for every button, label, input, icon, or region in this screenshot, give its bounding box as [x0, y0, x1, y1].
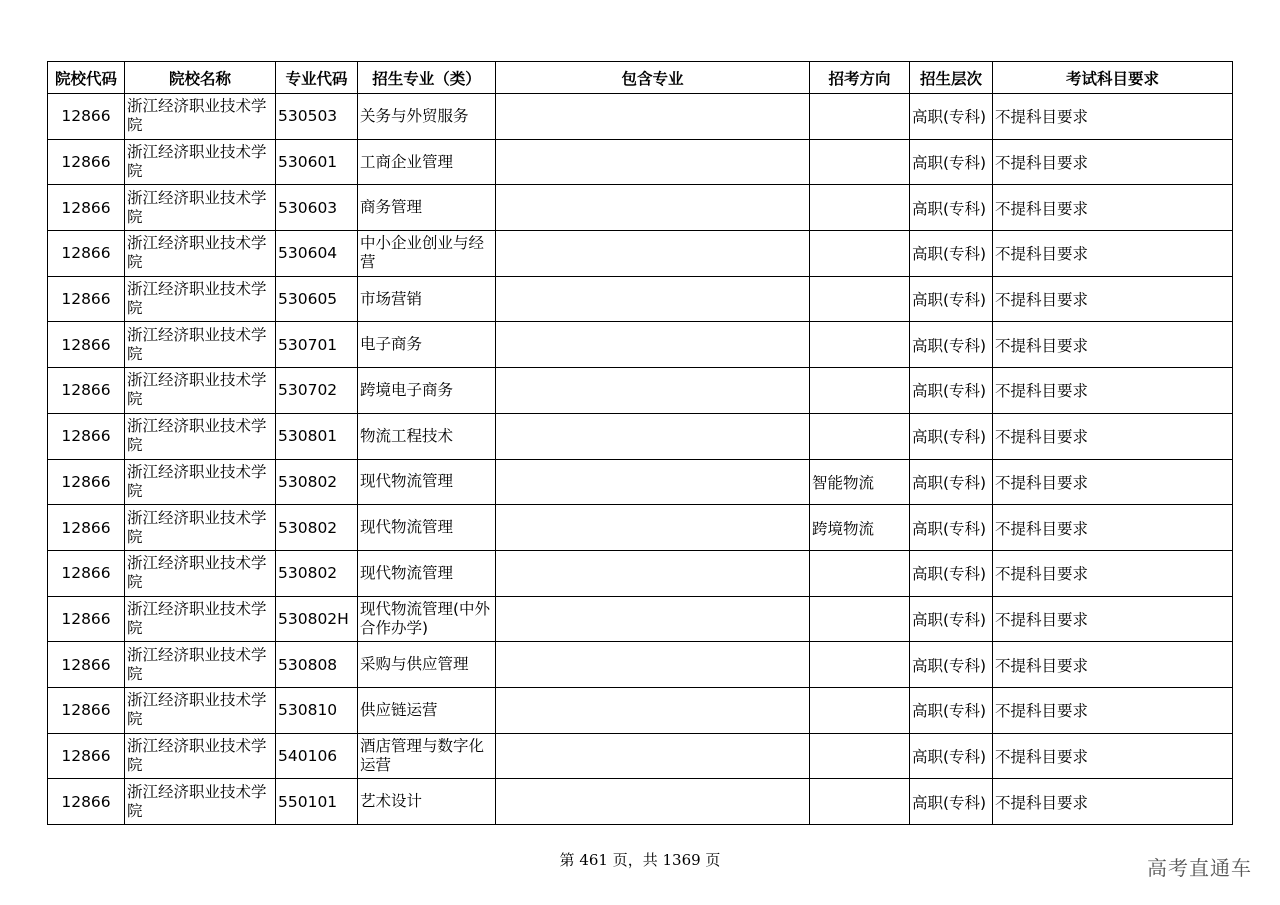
table-row: [48, 368, 1233, 414]
cell-direction: [810, 413, 910, 459]
cell-level: 高职(专科): [910, 596, 993, 642]
cell-level: 高职(专科): [910, 687, 993, 733]
header-requirement: 考试科目要求: [993, 62, 1233, 94]
cell-school-code: 12866: [48, 642, 125, 688]
cell-school-name: 浙江经济职业技术学院: [125, 185, 276, 231]
cell-direction: [810, 276, 910, 322]
cell-level: 高职(专科): [910, 413, 993, 459]
cell-included-majors: [496, 779, 810, 825]
cell-school-name: 浙江经济职业技术学院: [125, 276, 276, 322]
cell-included-majors: [496, 733, 810, 779]
cell-level: 高职(专科): [910, 505, 993, 551]
cell-school-name: 浙江经济职业技术学院: [125, 413, 276, 459]
cell-direction: [810, 687, 910, 733]
cell-direction: [810, 94, 910, 140]
cell-major-code: 550101: [276, 779, 358, 825]
cell-requirement: 不提科目要求: [993, 505, 1233, 551]
cell-requirement: 不提科目要求: [993, 139, 1233, 185]
cell-major-code: 530603: [276, 185, 358, 231]
cell-major-code: 530802H: [276, 596, 358, 642]
table-row: [48, 687, 1233, 733]
table-row: [48, 596, 1233, 642]
cell-major-code: 530802: [276, 459, 358, 505]
cell-school-name: 浙江经济职业技术学院: [125, 687, 276, 733]
header-level: 招生层次: [910, 62, 993, 94]
cell-major-code: 530802: [276, 505, 358, 551]
cell-included-majors: [496, 94, 810, 140]
cell-school-code: 12866: [48, 139, 125, 185]
cell-major-code: 530701: [276, 322, 358, 368]
cell-major-code: 540106: [276, 733, 358, 779]
cell-requirement: 不提科目要求: [993, 231, 1233, 277]
cell-school-code: 12866: [48, 276, 125, 322]
cell-school-code: 12866: [48, 231, 125, 277]
table-body: [48, 94, 1233, 825]
cell-direction: [810, 368, 910, 414]
cell-major-code: 530810: [276, 687, 358, 733]
enrollment-table: [47, 61, 1233, 825]
header-major: 招生专业（类）: [358, 62, 496, 94]
cell-requirement: 不提科目要求: [993, 322, 1233, 368]
cell-level: 高职(专科): [910, 642, 993, 688]
cell-level: 高职(专科): [910, 185, 993, 231]
table-row: [48, 276, 1233, 322]
cell-school-code: 12866: [48, 733, 125, 779]
cell-school-name: 浙江经济职业技术学院: [125, 322, 276, 368]
cell-level: 高职(专科): [910, 139, 993, 185]
cell-requirement: 不提科目要求: [993, 276, 1233, 322]
cell-direction: [810, 642, 910, 688]
cell-included-majors: [496, 505, 810, 551]
cell-requirement: 不提科目要求: [993, 733, 1233, 779]
cell-major: 跨境电子商务: [358, 368, 496, 414]
cell-direction: [810, 231, 910, 277]
cell-requirement: 不提科目要求: [993, 459, 1233, 505]
cell-major: 关务与外贸服务: [358, 94, 496, 140]
table-row: [48, 139, 1233, 185]
cell-level: 高职(专科): [910, 779, 993, 825]
cell-requirement: 不提科目要求: [993, 642, 1233, 688]
cell-included-majors: [496, 185, 810, 231]
cell-major: 采购与供应管理: [358, 642, 496, 688]
cell-included-majors: [496, 368, 810, 414]
cell-level: 高职(专科): [910, 276, 993, 322]
header-direction: 招考方向: [810, 62, 910, 94]
cell-level: 高职(专科): [910, 322, 993, 368]
cell-school-name: 浙江经济职业技术学院: [125, 139, 276, 185]
cell-school-name: 浙江经济职业技术学院: [125, 368, 276, 414]
cell-requirement: 不提科目要求: [993, 550, 1233, 596]
cell-school-code: 12866: [48, 505, 125, 551]
cell-included-majors: [496, 642, 810, 688]
table-row: [48, 185, 1233, 231]
table-header-row: [48, 62, 1233, 94]
header-school-code: 院校代码: [48, 62, 125, 94]
header-school-name: 院校名称: [125, 62, 276, 94]
cell-major-code: 530604: [276, 231, 358, 277]
table-row: [48, 413, 1233, 459]
cell-level: 高职(专科): [910, 459, 993, 505]
cell-included-majors: [496, 231, 810, 277]
table-row: [48, 231, 1233, 277]
cell-direction: [810, 596, 910, 642]
cell-direction: [810, 139, 910, 185]
cell-school-code: 12866: [48, 322, 125, 368]
cell-school-code: 12866: [48, 185, 125, 231]
cell-school-name: 浙江经济职业技术学院: [125, 505, 276, 551]
table-row: [48, 733, 1233, 779]
cell-requirement: 不提科目要求: [993, 596, 1233, 642]
cell-school-code: 12866: [48, 413, 125, 459]
cell-school-code: 12866: [48, 94, 125, 140]
cell-included-majors: [496, 596, 810, 642]
cell-direction: 跨境物流: [810, 505, 910, 551]
cell-included-majors: [496, 276, 810, 322]
cell-major: 商务管理: [358, 185, 496, 231]
header-major-code: 专业代码: [276, 62, 358, 94]
cell-requirement: 不提科目要求: [993, 413, 1233, 459]
cell-included-majors: [496, 459, 810, 505]
cell-requirement: 不提科目要求: [993, 368, 1233, 414]
cell-requirement: 不提科目要求: [993, 94, 1233, 140]
cell-school-code: 12866: [48, 687, 125, 733]
cell-direction: [810, 733, 910, 779]
cell-major: 酒店管理与数字化运营: [358, 733, 496, 779]
cell-major-code: 530808: [276, 642, 358, 688]
cell-major: 现代物流管理: [358, 459, 496, 505]
cell-major: 现代物流管理: [358, 505, 496, 551]
cell-level: 高职(专科): [910, 94, 993, 140]
cell-school-name: 浙江经济职业技术学院: [125, 642, 276, 688]
cell-school-name: 浙江经济职业技术学院: [125, 779, 276, 825]
cell-included-majors: [496, 687, 810, 733]
cell-school-name: 浙江经济职业技术学院: [125, 733, 276, 779]
cell-included-majors: [496, 139, 810, 185]
cell-requirement: 不提科目要求: [993, 687, 1233, 733]
cell-school-name: 浙江经济职业技术学院: [125, 231, 276, 277]
cell-school-name: 浙江经济职业技术学院: [125, 459, 276, 505]
table-row: [48, 94, 1233, 140]
cell-school-name: 浙江经济职业技术学院: [125, 550, 276, 596]
cell-school-code: 12866: [48, 596, 125, 642]
cell-requirement: 不提科目要求: [993, 185, 1233, 231]
cell-direction: [810, 322, 910, 368]
cell-direction: [810, 550, 910, 596]
cell-major-code: 530503: [276, 94, 358, 140]
table-row: [48, 550, 1233, 596]
cell-major-code: 530605: [276, 276, 358, 322]
header-included-majors: 包含专业: [496, 62, 810, 94]
watermark: 高考直通车: [1147, 856, 1252, 880]
cell-included-majors: [496, 413, 810, 459]
table-row: [48, 779, 1233, 825]
cell-major-code: 530802: [276, 550, 358, 596]
cell-requirement: 不提科目要求: [993, 779, 1233, 825]
cell-included-majors: [496, 550, 810, 596]
cell-level: 高职(专科): [910, 368, 993, 414]
cell-school-code: 12866: [48, 779, 125, 825]
cell-school-name: 浙江经济职业技术学院: [125, 596, 276, 642]
cell-major: 工商企业管理: [358, 139, 496, 185]
cell-major: 市场营销: [358, 276, 496, 322]
cell-major: 物流工程技术: [358, 413, 496, 459]
cell-included-majors: [496, 322, 810, 368]
cell-major: 电子商务: [358, 322, 496, 368]
cell-direction: [810, 185, 910, 231]
cell-level: 高职(专科): [910, 231, 993, 277]
cell-school-code: 12866: [48, 459, 125, 505]
cell-major: 现代物流管理(中外合作办学): [358, 596, 496, 642]
cell-school-name: 浙江经济职业技术学院: [125, 94, 276, 140]
cell-school-code: 12866: [48, 550, 125, 596]
cell-direction: 智能物流: [810, 459, 910, 505]
cell-major: 中小企业创业与经营: [358, 231, 496, 277]
cell-level: 高职(专科): [910, 733, 993, 779]
cell-major-code: 530702: [276, 368, 358, 414]
cell-major: 艺术设计: [358, 779, 496, 825]
cell-school-code: 12866: [48, 368, 125, 414]
table-row: [48, 459, 1233, 505]
page-footer: 第 461 页，共 1369 页: [559, 851, 721, 869]
table-row: [48, 322, 1233, 368]
cell-level: 高职(专科): [910, 550, 993, 596]
cell-major: 供应链运营: [358, 687, 496, 733]
table-row: [48, 505, 1233, 551]
cell-major-code: 530801: [276, 413, 358, 459]
cell-major: 现代物流管理: [358, 550, 496, 596]
table-row: [48, 642, 1233, 688]
cell-direction: [810, 779, 910, 825]
cell-major-code: 530601: [276, 139, 358, 185]
